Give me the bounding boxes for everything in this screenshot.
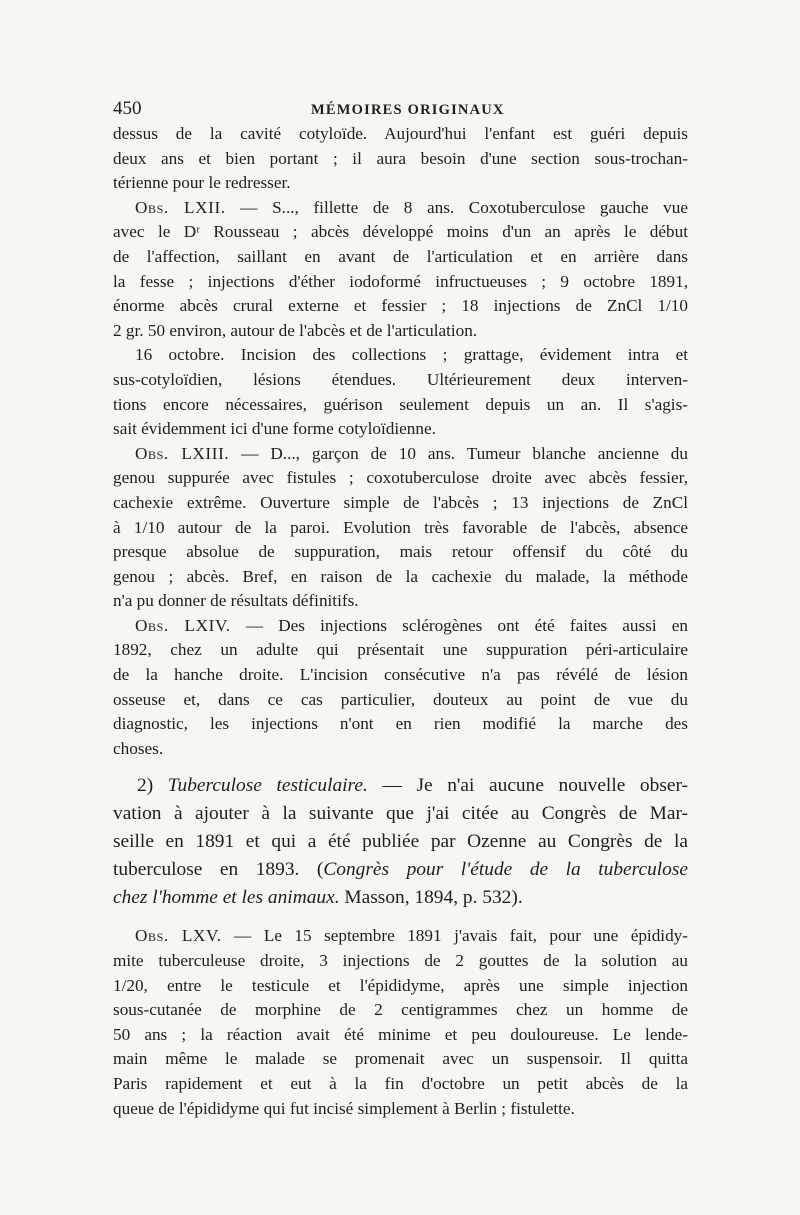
text-line: sus-cotyloïdien, lésions étendues. Ultérieurement deux interven- <box>113 369 688 389</box>
small-text-block <box>113 122 688 761</box>
text-line: mite tuberculeuse droite, 3 injections de 2 gouttes de la solution au <box>113 951 688 971</box>
text-line: diagnostic, les injections n'ont en rien modifié la marche des <box>113 714 688 734</box>
text-line: 1/20, entre le testicule et l'épididyme, après une simple injection <box>113 975 688 995</box>
obs-label: Obs. LXV. <box>135 926 222 946</box>
text-line: énorme abcès crural externe et fessier ; 18 injections de ZnCl 1/10 <box>113 296 688 316</box>
text-line: sous-cutanée de morphine de 2 centigrammes chez un homme de <box>113 1000 688 1020</box>
text-line: tuberculose en 1893. (Congrès pour l'étude de la tuberculose <box>113 859 689 881</box>
text-line: de la hanche droite. L'incision consécutive n'a pas révélé de lésion <box>113 665 688 685</box>
obs-label: Obs. LXIII. <box>135 443 230 463</box>
text-line: dessus de la cavité cotyloïde. Aujourd'hui l'enfant est guéri depuis <box>113 124 688 143</box>
section-tuberculose-testiculaire <box>113 772 688 912</box>
obs-label: Obs. LXII. <box>135 197 226 217</box>
text-line: n'a pu donner de résultats définitifs. <box>113 591 359 611</box>
text-line: de l'affection, saillant en avant de l'articulation et en arrière dans <box>113 246 688 266</box>
obs-65-block <box>113 924 688 1121</box>
text-line: osseuse et, dans ce cas particulier, douteux au point de vue du <box>113 689 688 709</box>
text-line: main même le malade se promenait avec un suspensoir. Il quitta <box>113 1049 688 1069</box>
text-line: tions encore nécessaires, guérison seulement depuis un an. Il s'agis- <box>113 394 688 414</box>
page <box>113 96 688 1121</box>
text-line: avec le Dʳ Rousseau ; abcès développé moins d'un an après le début <box>113 222 688 242</box>
running-title: MÉMOIRES ORIGINAUX <box>311 102 505 118</box>
text-line: vation à ajouter à la suivante que j'ai citée au Congrès de Mar- <box>113 803 688 825</box>
section-heading-line: 2) Tuberculose testiculaire. — Je n'ai aucune nouvelle obser- <box>137 775 688 797</box>
text-line: à 1/10 autour de la paroi. Evolution très favorable de l'abcès, absence <box>113 517 688 537</box>
text-line: genou ; abcès. Bref, en raison de la cachexie du malade, la méthode <box>113 566 688 586</box>
page-number: 450 <box>113 98 142 119</box>
text-line: seille en 1891 et qui a été publiée par Ozenne au Congrès de la <box>113 831 688 853</box>
text-line: la fesse ; injections d'éther iodoformé infructueuses ; 9 octobre 1891, <box>113 271 688 291</box>
text-line: 2 gr. 50 environ, autour de l'abcès et de l'articulation. <box>113 320 478 340</box>
text-line: 1892, chez un adulte qui présentait une suppuration péri-articulaire <box>113 640 688 660</box>
text-line: 50 ans ; la réaction avait été minime et peu douloureuse. Le lende- <box>113 1024 688 1044</box>
running-header <box>113 96 688 122</box>
text-line: térienne pour le redresser. <box>113 173 291 193</box>
text-line: chez l'homme et les animaux. Masson, 1894, p. 532). <box>113 887 523 909</box>
text-line: queue de l'épididyme qui fut incisé simplement à Berlin ; fistulette. <box>113 1098 575 1118</box>
text-line: genou suppurée avec fistules ; coxotuberculose droite avec abcès fessier, <box>113 468 688 488</box>
text-line: choses. <box>113 738 164 758</box>
text-line: sait évidemment ici d'une forme cotyloïdienne. <box>113 419 436 439</box>
text-line: deux ans et bien portant ; il aura besoin d'une section sous-trochan- <box>113 148 688 168</box>
obs-63-line: Obs. LXIII. — D..., garçon de 10 ans. Tumeur blanche ancienne du <box>135 443 688 463</box>
obs-62-line: Obs. LXII. — S..., fillette de 8 ans. Coxotuberculose gauche vue <box>135 197 688 217</box>
text-line: presque absolue de suppuration, mais retour offensif du côté du <box>113 542 688 562</box>
text-line: 16 octobre. Incision des collections ; grattage, évidement intra et <box>135 345 688 365</box>
obs-label: Obs. LXIV. <box>135 615 231 635</box>
obs-64-line: Obs. LXIV. — Des injections sclérogènes ont été faites aussi en <box>135 615 689 635</box>
text-line: cachexie extrême. Ouverture simple de l'abcès ; 13 injections de ZnCl <box>113 492 688 512</box>
section-title: Tuberculose testiculaire. <box>167 775 368 797</box>
obs-65-line: Obs. LXV. — Le 15 septembre 1891 j'avais fait, pour une épididy- <box>135 926 688 946</box>
text-line: Paris rapidement et eut à la fin d'octobre un petit abcès de la <box>113 1074 688 1093</box>
